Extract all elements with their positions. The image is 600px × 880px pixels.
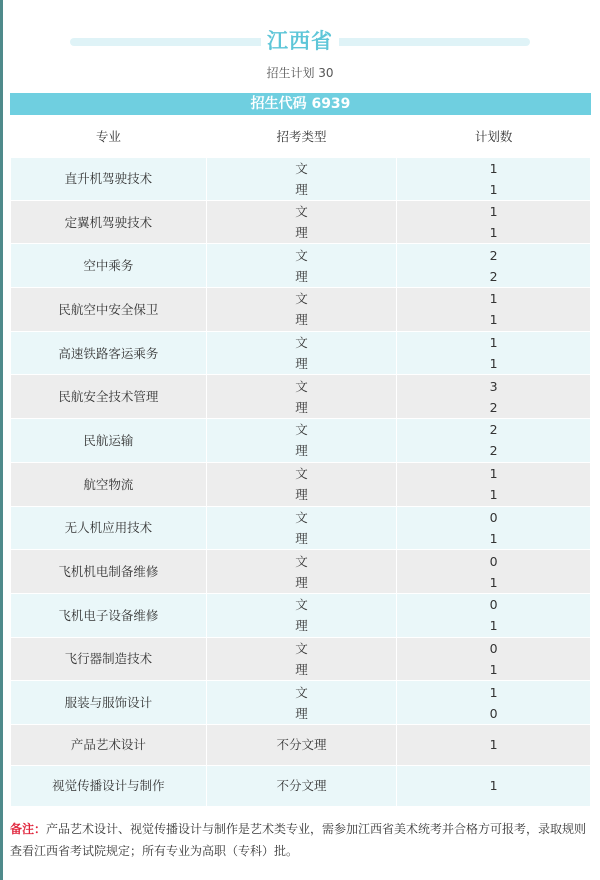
cell-major: 飞行器制造技术 — [11, 637, 207, 681]
cell-count — [397, 288, 591, 332]
count-value: 1 — [489, 684, 498, 700]
cell-major: 航空物流 — [11, 462, 207, 506]
cell-type — [206, 200, 397, 244]
count-value: 1 — [489, 574, 498, 590]
table-row — [11, 244, 591, 288]
type-value: 理 — [295, 574, 308, 590]
cell-type — [206, 331, 397, 375]
type-value: 理 — [295, 399, 308, 415]
table-row — [11, 724, 591, 765]
cell-count — [397, 200, 591, 244]
page-title: 江西省 — [0, 25, 600, 55]
cell-type — [206, 244, 397, 288]
count-value: 1 — [489, 618, 498, 634]
cell-major: 产品艺术设计 — [11, 724, 207, 765]
count-value: 1 — [489, 487, 498, 503]
cell-count — [397, 681, 591, 725]
header-major: 专业 — [11, 116, 207, 157]
cell-count — [397, 506, 591, 550]
admission-code-bar: 招生代码 6939 — [10, 93, 591, 115]
cell-major: 空中乘务 — [11, 244, 207, 288]
count-value: 1 — [489, 778, 498, 794]
count-value: 0 — [489, 640, 498, 656]
count-value: 0 — [489, 597, 498, 613]
count-value: 1 — [489, 291, 498, 307]
type-value: 文 — [295, 335, 308, 351]
count-value: 1 — [489, 356, 498, 372]
cell-major: 高速铁路客运乘务 — [11, 331, 207, 375]
table-row — [11, 157, 591, 201]
type-value: 理 — [295, 181, 308, 197]
cell-type — [206, 375, 397, 419]
cell-type — [206, 157, 397, 201]
cell-major: 民航空中安全保卫 — [11, 288, 207, 332]
table-row — [11, 550, 591, 594]
count-value: 1 — [489, 661, 498, 677]
cell-count — [397, 244, 591, 288]
cell-major: 民航运输 — [11, 419, 207, 463]
type-value: 理 — [295, 268, 308, 284]
cell-count — [397, 724, 591, 765]
table-body — [11, 157, 591, 807]
cell-type — [206, 681, 397, 725]
table-row — [11, 375, 591, 419]
cell-major: 定翼机驾驶技术 — [11, 200, 207, 244]
cell-count — [397, 765, 591, 806]
count-value: 1 — [489, 312, 498, 328]
type-value: 不分文理 — [276, 737, 327, 753]
count-value: 2 — [489, 268, 498, 284]
type-value: 文 — [295, 204, 308, 220]
count-value: 1 — [489, 466, 498, 482]
page-subtitle: 招生计划 30 — [266, 66, 334, 80]
count-value: 1 — [489, 160, 498, 176]
table-row — [11, 681, 591, 725]
table-row — [11, 765, 591, 806]
type-value: 理 — [295, 487, 308, 503]
remark-text: 产品艺术设计、视觉传播设计与制作是艺术类专业，需参加江西省美术统考并合格方可报考，录取规则查看江西省考试院规定；所有专业为高职（专科）批。 — [10, 822, 587, 858]
cell-major: 民航安全技术管理 — [11, 375, 207, 419]
cell-major: 飞机机电制备维修 — [11, 550, 207, 594]
count-value: 1 — [489, 737, 498, 753]
cell-major: 服装与服饰设计 — [11, 681, 207, 725]
type-value: 理 — [295, 705, 308, 721]
left-accent-bar — [0, 0, 3, 880]
count-value: 1 — [489, 335, 498, 351]
table-row — [11, 288, 591, 332]
table-row — [11, 462, 591, 506]
header-type: 招考类型 — [206, 116, 397, 157]
table-row — [11, 637, 591, 681]
cell-major: 飞机电子设备维修 — [11, 593, 207, 637]
cell-type — [206, 506, 397, 550]
remark-label: 备注： — [10, 822, 47, 836]
header-count: 计划数 — [397, 116, 591, 157]
count-value: 1 — [489, 225, 498, 241]
type-value: 文 — [295, 684, 308, 700]
type-value: 文 — [295, 291, 308, 307]
admission-plan-table — [10, 115, 591, 807]
type-value: 文 — [295, 509, 308, 525]
table-row — [11, 200, 591, 244]
cell-count — [397, 419, 591, 463]
cell-count — [397, 593, 591, 637]
table-row — [11, 593, 591, 637]
cell-count — [397, 157, 591, 201]
count-value: 0 — [489, 509, 498, 525]
cell-type — [206, 765, 397, 806]
cell-major: 视觉传播设计与制作 — [11, 765, 207, 806]
cell-count — [397, 331, 591, 375]
table-row — [11, 506, 591, 550]
cell-count — [397, 462, 591, 506]
cell-type — [206, 637, 397, 681]
remark-note — [10, 818, 590, 862]
cell-type — [206, 419, 397, 463]
count-value: 2 — [489, 422, 498, 438]
type-value: 不分文理 — [276, 778, 327, 794]
cell-major: 直升机驾驶技术 — [11, 157, 207, 201]
type-value: 理 — [295, 225, 308, 241]
type-value: 文 — [295, 640, 308, 656]
type-value: 文 — [295, 597, 308, 613]
cell-count — [397, 375, 591, 419]
type-value: 文 — [295, 553, 308, 569]
count-value: 1 — [489, 181, 498, 197]
type-value: 理 — [295, 661, 308, 677]
type-value: 文 — [295, 466, 308, 482]
count-value: 2 — [489, 247, 498, 263]
cell-major: 无人机应用技术 — [11, 506, 207, 550]
type-value: 理 — [295, 530, 308, 546]
cell-type — [206, 550, 397, 594]
cell-count — [397, 550, 591, 594]
count-value: 1 — [489, 204, 498, 220]
type-value: 理 — [295, 312, 308, 328]
cell-type — [206, 593, 397, 637]
type-value: 理 — [295, 618, 308, 634]
type-value: 文 — [295, 160, 308, 176]
cell-type — [206, 288, 397, 332]
type-value: 文 — [295, 422, 308, 438]
count-value: 2 — [489, 399, 498, 415]
type-value: 理 — [295, 443, 308, 459]
table-header-row — [11, 116, 591, 157]
cell-count — [397, 637, 591, 681]
table-row — [11, 419, 591, 463]
count-value: 0 — [489, 553, 498, 569]
header — [0, 0, 600, 92]
type-value: 理 — [295, 356, 308, 372]
cell-type — [206, 724, 397, 765]
count-value: 1 — [489, 530, 498, 546]
type-value: 文 — [295, 378, 308, 394]
count-value: 0 — [489, 705, 498, 721]
count-value: 2 — [489, 443, 498, 459]
count-value: 3 — [489, 378, 498, 394]
type-value: 文 — [295, 247, 308, 263]
cell-type — [206, 462, 397, 506]
table-row — [11, 331, 591, 375]
